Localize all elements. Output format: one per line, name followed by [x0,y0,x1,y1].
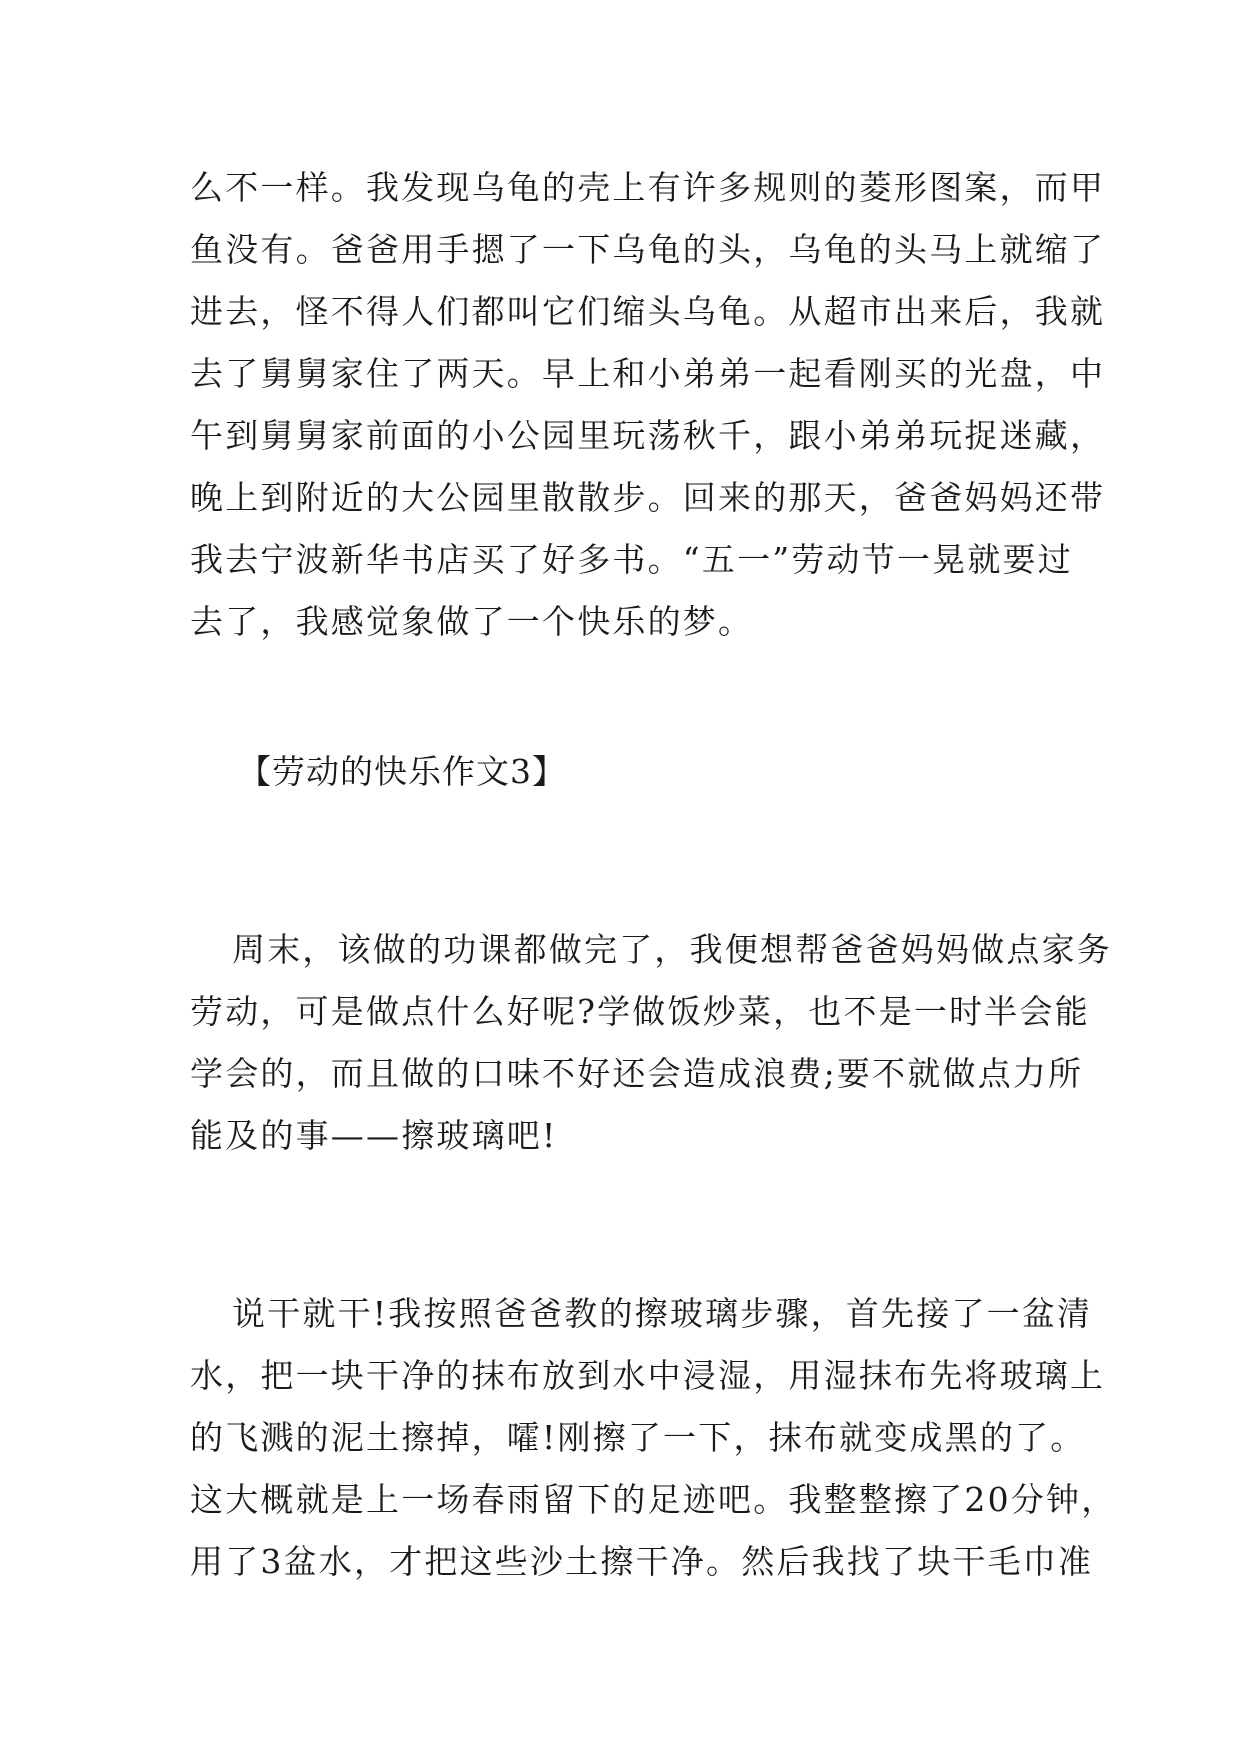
paragraph-3-line: 这大概就是上一场春雨留下的足迹吧。我整整擦了20分钟， [190,1480,1117,1519]
paragraph-1-line: 晚上到附近的大公园里散散步。回来的那天，爸爸妈妈还带 [190,478,1106,517]
paragraph-3-line: 水，把一块干净的抹布放到水中浸湿，用湿抹布先将玻璃上 [190,1356,1106,1395]
paragraph-1-line: 去了，我感觉象做了一个快乐的梦。 [190,602,754,641]
paragraph-1-line: 去了舅舅家住了两天。早上和小弟弟一起看刚买的光盘，中 [190,354,1106,393]
paragraph-1-line: 么不一样。我发现乌龟的壳上有许多规则的菱形图案，而甲 [190,168,1106,207]
paragraph-1-line: 我去宁波新华书店买了好多书。“五一”劳动节一晃就要过 [190,540,1073,579]
paragraph-3-line: 的飞溅的泥土擦掉，嚯!刚擦了一下，抹布就变成黑的了。 [190,1418,1086,1457]
section-heading: 【劳动的快乐作文3】 [238,752,566,791]
paragraph-3-line: 用了3盆水，才把这些沙土擦干净。然后我找了块干毛巾准 [190,1542,1094,1581]
paragraph-1-line: 进去，怪不得人们都叫它们缩头乌龟。从超市出来后，我就 [190,292,1106,331]
paragraph-2-line: 学会的，而且做的口味不好还会造成浪费;要不就做点力所 [190,1054,1084,1093]
paragraph-2-line: 能及的事——擦玻璃吧! [190,1116,558,1155]
paragraph-3-line: 说干就干!我按照爸爸教的擦玻璃步骤，首先接了一盆清 [232,1294,1093,1333]
paragraph-2-line: 周末，该做的功课都做完了，我便想帮爸爸妈妈做点家务 [232,930,1112,969]
paragraph-1-line: 鱼没有。爸爸用手摁了一下乌龟的头，乌龟的头马上就缩了 [190,230,1106,269]
paragraph-1-line: 午到舅舅家前面的小公园里玩荡秋千，跟小弟弟玩捉迷藏， [190,416,1106,455]
paragraph-2-line: 劳动，可是做点什么好呢?学做饭炒菜，也不是一时半会能 [190,992,1090,1031]
